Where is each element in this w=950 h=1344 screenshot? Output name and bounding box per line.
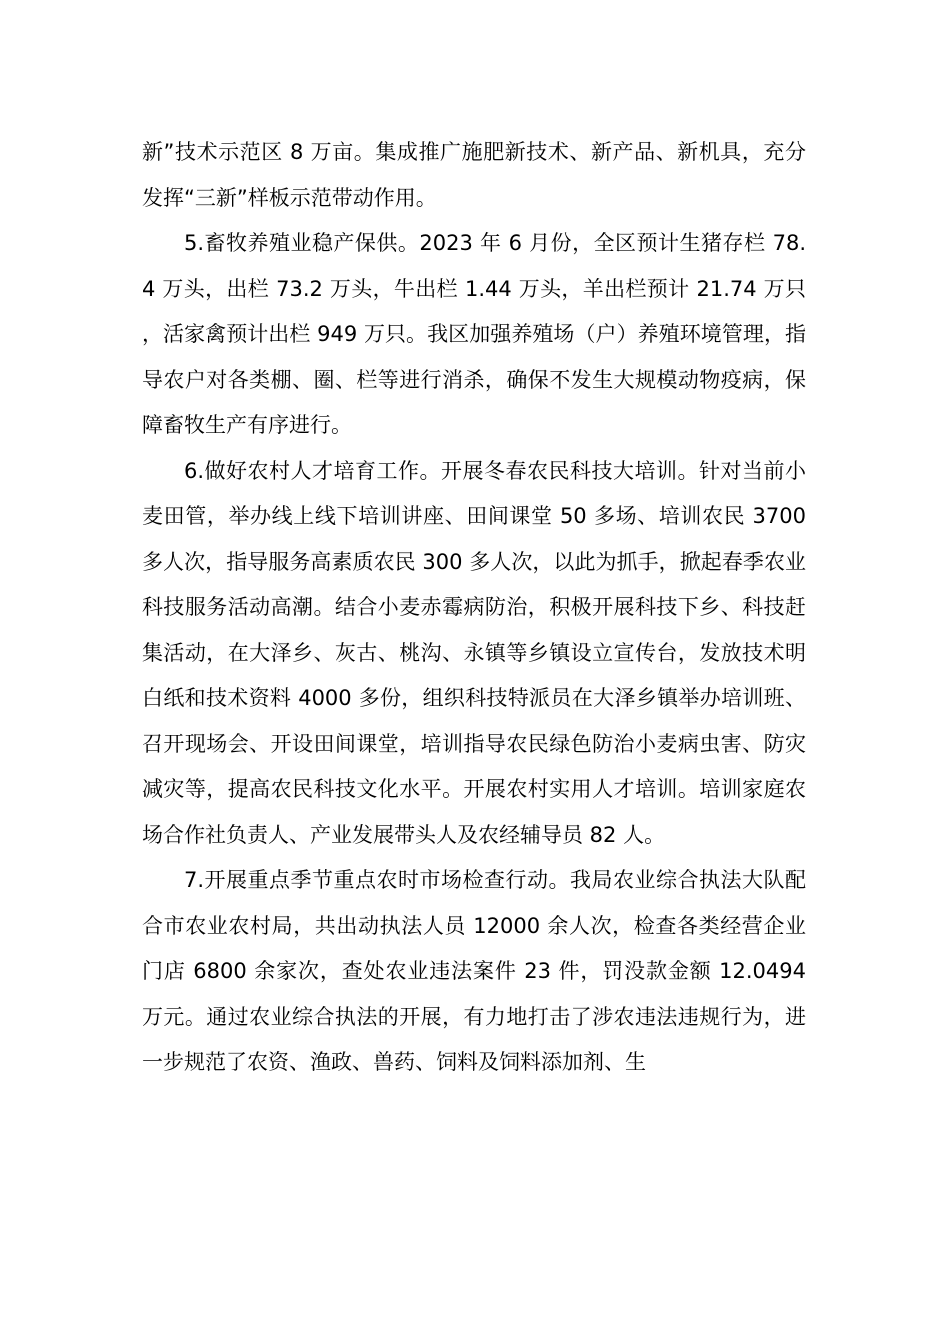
paragraph-livestock: 5.畜牧养殖业稳产保供。2023 年 6 月份，全区预计生猪存栏 78.4 万头，出栏 73.2 万头，牛出栏 1.44 万头，羊出栏预计 21.74 万只，活家禽预计出栏 949 万只。我区加强养殖场（户）养殖环境管理，指导农户对各类棚、圈、栏等进行消杀，确保不发生大规模动物疫病，保障畜牧生产有序进行。 xyxy=(142,231,806,437)
paragraph-continuation: 新”技术示范区 8 万亩。集成推广施肥新技术、新产品、新机具，充分发挥“三新”样板示范带动作用。 xyxy=(142,140,806,210)
body-text xyxy=(142,130,806,1086)
paragraph-market-inspection: 7.开展重点季节重点农时市场检查行动。我局农业综合执法大队配合市农业农村局，共出动执法人员 12000 余人次，检查各类经营企业门店 6800 余家次，查处农业违法案件 23 件，罚没款金额 12.0494 万元。通过农业综合执法的开展，有力地打击了涉农违法违规行为，进一步规范了农资、渔政、兽药、饲料及饲料添加剂、生 xyxy=(142,868,806,1074)
paragraph-talent-training: 6.做好农村人才培育工作。开展冬春农民科技大培训。针对当前小麦田管，举办线上线下培训讲座、田间课堂 50 多场、培训农民 3700 多人次，指导服务高素质农民 300 多人次，以此为抓手，掀起春季农业科技服务活动高潮。结合小麦赤霉病防治，积极开展科技下乡、科技赶集活动，在大泽乡、灰古、桃沟、永镇等乡镇设立宣传台，发放技术明白纸和技术资料 4000 多份，组织科技特派员在大泽乡镇举办培训班、召开现场会、开设田间课堂，培训指导农民绿色防治小麦病虫害、防灾减灾等，提高农民科技文化水平。开展农村实用人才培训。培训家庭农场合作社负责人、产业发展带头人及农经辅导员 82 人。 xyxy=(142,458,806,847)
